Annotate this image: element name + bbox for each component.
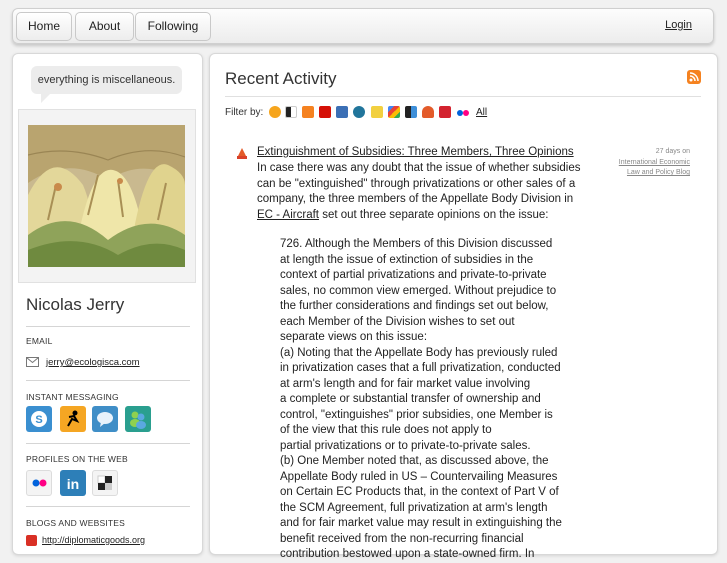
svg-text:in: in: [66, 476, 80, 492]
entry-intro: [257, 161, 587, 223]
delicious-icon[interactable]: [92, 470, 118, 496]
divider: [26, 326, 190, 327]
web-profiles-heading: PROFILES ON THE WEB: [26, 454, 128, 464]
filter-all-link[interactable]: All: [476, 107, 488, 118]
filter-wordpress-icon[interactable]: [353, 106, 365, 118]
blog-link[interactable]: http://diplomaticgoods.org: [42, 535, 146, 545]
entry-meta: [610, 147, 690, 179]
filter-blogger-icon[interactable]: [422, 106, 434, 118]
login-link[interactable]: Login: [665, 19, 692, 31]
filter-rss-icon[interactable]: [302, 106, 314, 118]
filter-smiley-icon[interactable]: [269, 106, 281, 118]
tagline-bubble: everything is miscellaneous.: [31, 66, 182, 94]
filter-bookmarks-icon[interactable]: [405, 106, 417, 118]
divider: [26, 380, 190, 381]
filter-digg-icon[interactable]: [336, 106, 348, 118]
chat-icon[interactable]: [92, 406, 118, 432]
flickr-icon[interactable]: [26, 470, 52, 496]
filter-flickr-icon[interactable]: [456, 106, 470, 118]
filter-google-icon[interactable]: [388, 106, 400, 118]
title-divider: [225, 96, 701, 97]
divider: [26, 506, 190, 507]
profile-photo-frame: [18, 109, 196, 283]
top-nav-bar: [12, 8, 714, 44]
filter-notes-icon[interactable]: [371, 106, 383, 118]
filter-lastfm-icon[interactable]: [319, 106, 331, 118]
nav-about-button[interactable]: About: [75, 12, 134, 41]
entry-intro-end: set out three separate opinions on the issue:: [322, 208, 549, 221]
entry-case-link[interactable]: EC - Aircraft: [257, 208, 319, 221]
entry-source-link[interactable]: International Economic Law and Policy Blog: [618, 158, 690, 176]
profile-photo: [28, 125, 185, 267]
blog-icon: [26, 535, 37, 546]
blog-feed-icon: [236, 148, 248, 160]
profile-name: Nicolas Jerry: [26, 295, 125, 314]
divider: [26, 443, 190, 444]
envelope-icon: [26, 357, 39, 367]
nav-home-button[interactable]: Home: [16, 12, 72, 41]
nav-following-button[interactable]: Following: [135, 12, 211, 41]
filter-youtube-icon[interactable]: [439, 106, 451, 118]
entry-quote: 726. Although the Members of this Division discussed at length the issue of extinction of subsidies in the context of partial privatizations and private-to-private sales, no common view emerged. Without prejudice to the further considerations and findings set out below, each Member of the Division wishes to set out separate views on this issue: (a) Noting that the Appellate Body has previously ruled in privatization cases that a full privatization, conducted at arm's length and for fair market value involving a complete or substantial transfer of ownership and control, "extinguishes" prior subsidies, one Member is of the view that this rule does not apply to partial privatizations or to private-to-private sales. (b) One Member noted that, as discussed above, the Appellate Body ruled in US – Countervailing Measures on Certain EC Products that, in the context of Part V of the SCM Agreement, full privatization at arm's length and for fair market value may result in extinguishing the benefit received from the non-recurring financial contribution bestowed upon a state-owned firm. In: [280, 238, 562, 560]
rss-feed-icon[interactable]: [687, 70, 701, 84]
linkedin-icon[interactable]: [60, 470, 86, 496]
filter-label: Filter by:: [225, 107, 264, 118]
blogs-heading: BLOGS AND WEBSITES: [26, 518, 126, 528]
aim-icon[interactable]: [60, 406, 86, 432]
entry-time: 27 days on: [655, 148, 690, 155]
email-link[interactable]: jerry@ecologisca.com: [46, 357, 140, 368]
entry-title-link[interactable]: Extinguishment of Subsidies: Three Members, Three Opinions: [257, 146, 574, 158]
svg-text:S: S: [35, 414, 43, 426]
entry-intro-text: In case there was any doubt that the issue of whether subsidies can be "extinguished" through privatizations or other sales of a company, the three members of the Appellate Body Division in: [257, 162, 581, 205]
im-heading: INSTANT MESSAGING: [26, 392, 119, 402]
activity-panel: [209, 53, 718, 560]
msn-icon[interactable]: [125, 406, 151, 432]
skype-icon[interactable]: [26, 406, 52, 432]
profile-sidebar: [12, 53, 203, 555]
email-heading: EMAIL: [26, 336, 53, 346]
page-title: Recent Activity: [225, 69, 337, 88]
filter-delicious-icon[interactable]: [285, 106, 297, 118]
